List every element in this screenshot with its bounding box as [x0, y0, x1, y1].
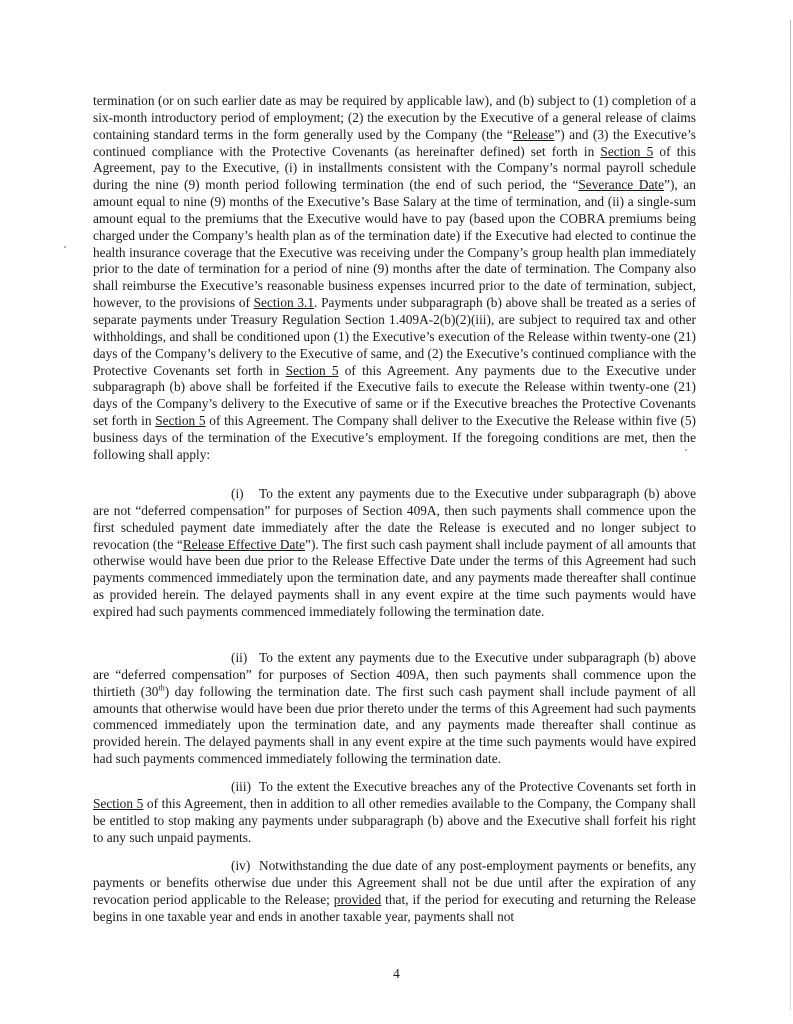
defined-term-release-effective-date: Release Effective Date: [182, 536, 306, 552]
section-5-reference: Section 5: [155, 413, 206, 429]
subparagraph-ii: (ii) To the extent any payments due to the Executive under subparagraph (b) above are “deferred compensation” for purposes of Section 409A, then such payments shall commence upon the thirtieth (30th) day following the termination date. The first such cash payment shall include payment of all amounts that otherwise would have been due prior thereto under the terms of this Agreement had such payments commenced immediately upon the termination date, and any payments made thereafter shall continue as provided herein. The delayed payments shall in any event expire at the time such payments would have expired had such payments commenced immediately following the termination date.: [93, 650, 696, 767]
defined-term-release: Release: [512, 126, 555, 142]
defined-term-severance-date: Severance Date: [578, 177, 665, 193]
section-5-reference: Section 5: [600, 143, 654, 159]
scan-edge-line: [790, 20, 791, 1010]
page-number: 4: [393, 966, 400, 981]
subparagraph-i: (i) To the extent any payments due to the Executive under subparagraph (b) above are not “deferred compensation” for purposes of Section 409A, then such payments shall commence upon the first scheduled payment date immediately after the date the Release is executed and no longer subject to revocation (the “Release Effective Date”). The first such cash payment shall include payment of all amounts that otherwise would have been due prior to the Release Effective Date under the terms of this Agreement had such payments commenced immediately upon the termination date, and any payments made thereafter shall continue as provided herein. The delayed payments shall in any event expire at the time such payments would have expired had such payments commenced immediately following the termination date.: [93, 486, 696, 619]
scan-speck: [64, 246, 66, 248]
item-marker: (i): [231, 486, 244, 501]
section-5-reference: Section 5: [285, 362, 339, 378]
item-marker: (ii): [231, 650, 248, 665]
ordinal-superscript: th: [158, 683, 165, 693]
section-5-reference: Section 5: [93, 795, 144, 811]
provided-term: provided: [333, 891, 382, 907]
subparagraph-iii: (iii) To the extent the Executive breaches any of the Protective Covenants set forth in Section 5 of this Agreement, then in addition to all other remedies available to the Company, the Company shall be entitled to stop making any payments under subparagraph (b) above and the Executive shall forfeit his right to any such unpaid payments.: [93, 779, 696, 845]
subparagraph-iv: (iv) Notwithstanding the due date of any post-employment payments or benefits, any payments or benefits otherwise due under this Agreement shall not be due until after the expiration of any revocation period applicable to the Release; provided that, if the period for executing and returning the Release begins in one taxable year and ends in another taxable year, payments shall not: [93, 858, 696, 924]
item-marker: (iv): [231, 858, 251, 873]
item-marker: (iii): [231, 779, 252, 794]
section-3-1-reference: Section 3.1: [253, 295, 315, 311]
paragraph-termination-payments: termination (or on such earlier date as may be required by applicable law), and (b) subject to (1) completion of a six-month introductory period of employment; (2) the execution by the Executive of a general release of claims containing standard terms in the form generally used by the Company (the “Release”) and (3) the Executive’s continued compliance with the Protective Covenants (as hereinafter defined) set forth in Section 5 of this Agreement, pay to the Executive, (i) in installments consistent with the Company’s normal payroll schedule during the nine (9) month period following termination (the end of such period, the “Severance Date”), an amount equal to nine (9) months of the Executive’s Base Salary at the time of termination, and (ii) a single-sum amount equal to the premiums that the Executive would have to pay (based upon the COBRA premiums being charged under the Company’s health plan as of the termination date) if the Executive had elected to continue the health insurance coverage that the Executive was receiving under the Company’s group health plan immediately prior to the date of termination for a period of nine (9) months after the date of termination. The Company also shall reimburse the Executive’s reasonable business expenses incurred prior to the date of termination, subject, however, to the provisions of Section 3.1. Payments under subparagraph (b) above shall be treated as a series of separate payments under Treasury Regulation Section 1.409A-2(b)(2)(iii), are subject to required tax and other withholdings, and shall be conditioned upon (1) the Executive’s execution of the Release within twenty-one (21) days of the Company’s delivery to the Executive of same, and (2) the Executive’s continued compliance with the Protective Covenants set forth in Section 5 of this Agreement. Any payments due to the Executive under subparagraph (b) above shall be forfeited if the Executive fails to execute the Release within twenty-one (21) days of the Company’s delivery to the Executive of same or if the Executive breaches the Protective Covenants set forth in Section 5 of this Agreement. The Company shall deliver to the Executive the Release within five (5) business days of the termination of the Executive’s employment. If the foregoing conditions are met, then the following shall apply:: [93, 93, 696, 462]
